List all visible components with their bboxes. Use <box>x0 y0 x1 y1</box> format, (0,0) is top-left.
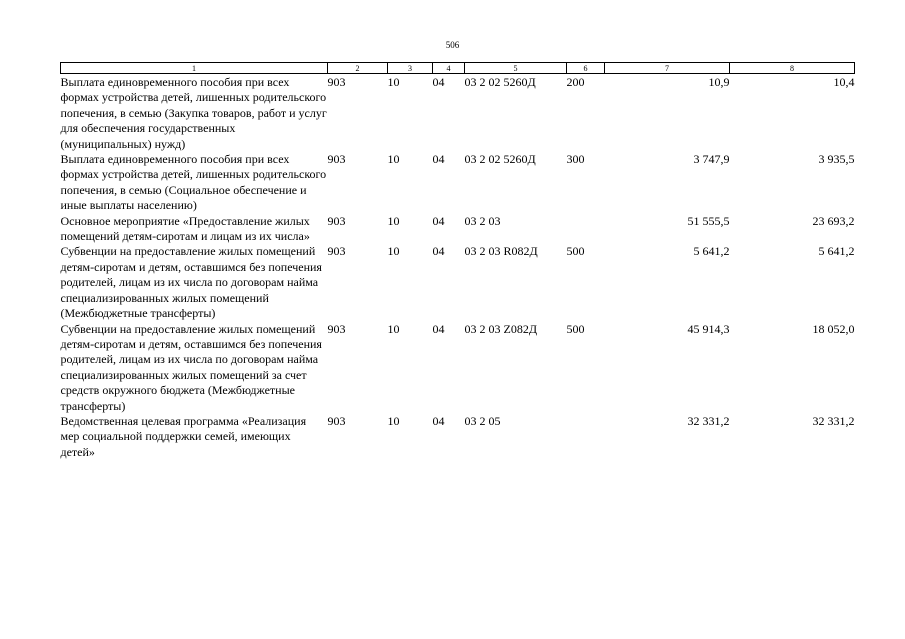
table-row <box>61 414 855 460</box>
row-name: Выплата единовременного пособия при всех формах устройства детей, лишенных родительского попечения, в семью (Закупка товаров, работ и услуг для обеспечения государственных (муниципальных) нужд) <box>60 75 327 151</box>
row-value1: 10,9 <box>708 75 730 89</box>
row-section: 10 <box>387 213 400 228</box>
row-ministry: 903 <box>327 413 346 428</box>
row-value2: 10,4 <box>833 75 855 89</box>
row-name: Выплата единовременного пособия при всех формах устройства детей, лишенных родительского попечения, в семью (Социальное обеспечение и иные выплаты населению) <box>60 152 327 213</box>
row-value1: 32 331,2 <box>687 413 730 428</box>
row-subsection: 04 <box>432 413 445 428</box>
row-subsection: 04 <box>432 213 445 228</box>
row-section: 10 <box>387 244 400 259</box>
row-target: 03 2 02 5260Д <box>464 152 536 167</box>
budget-table <box>60 62 855 460</box>
row-type: 500 <box>566 244 585 259</box>
column-header: 4 <box>433 63 465 74</box>
row-type <box>567 214 605 245</box>
row-section: 10 <box>387 413 400 428</box>
row-type: 200 <box>566 75 585 89</box>
row-value1: 5 641,2 <box>693 244 730 259</box>
row-target: 03 2 03 Z082Д <box>464 321 538 336</box>
row-ministry: 903 <box>327 75 346 89</box>
row-ministry: 903 <box>327 213 346 228</box>
row-subsection: 04 <box>432 75 445 89</box>
table-row <box>61 152 855 214</box>
row-value2: 32 331,2 <box>812 413 855 428</box>
row-value1: 45 914,3 <box>687 321 730 336</box>
row-value1: 51 555,5 <box>687 213 730 228</box>
row-section: 10 <box>387 152 400 167</box>
column-header: 7 <box>605 63 730 74</box>
row-name: Субвенции на предоставление жилых помещений детям-сиротам и детям, оставшимся без попечения родителей, лицам из их числа по договорам найма специализированных жилых помещений (Межбюджетные трансферты) <box>60 244 322 321</box>
page-number: 506 <box>445 40 460 50</box>
row-value1: 3 747,9 <box>693 152 730 167</box>
column-header: 5 <box>465 63 567 74</box>
table-header-row <box>61 63 855 74</box>
row-name: Основное мероприятие «Предоставление жилых помещений детям-сиротам и лицам из их числа» <box>60 213 310 244</box>
row-value2: 5 641,2 <box>818 244 855 259</box>
column-header: 8 <box>730 63 855 74</box>
table-row <box>61 214 855 245</box>
row-section: 10 <box>387 75 400 89</box>
row-value2: 3 935,5 <box>818 152 855 167</box>
row-name: Субвенции на предоставление жилых помещений детям-сиротам и детям, оставшимся без попечения родителей, лицам из их числа по договорам найма специализированных жилых помещений за счет средств окружного бюджета (Межбюджетные трансферты) <box>60 321 322 413</box>
column-header: 2 <box>328 63 388 74</box>
table-row <box>61 244 855 321</box>
row-subsection: 04 <box>432 321 445 336</box>
row-ministry: 903 <box>327 152 346 167</box>
row-type: 300 <box>566 152 585 167</box>
row-section: 10 <box>387 321 400 336</box>
row-type <box>567 414 605 460</box>
row-subsection: 04 <box>432 244 445 259</box>
column-header: 6 <box>567 63 605 74</box>
column-header: 1 <box>61 63 328 74</box>
row-target: 03 2 05 <box>464 413 501 428</box>
row-type: 500 <box>566 321 585 336</box>
row-target: 03 2 03 R082Д <box>464 244 538 259</box>
row-ministry: 903 <box>327 244 346 259</box>
row-ministry: 903 <box>327 321 346 336</box>
table-row <box>61 322 855 414</box>
row-name: Ведомственная целевая программа «Реализация мер социальной поддержки семей, имеющих детей» <box>60 413 307 459</box>
column-header: 3 <box>388 63 433 74</box>
row-target: 03 2 03 <box>464 213 501 228</box>
table-row <box>61 74 855 153</box>
row-value2: 18 052,0 <box>812 321 855 336</box>
row-value2: 23 693,2 <box>812 213 855 228</box>
row-target: 03 2 02 5260Д <box>464 75 536 89</box>
row-subsection: 04 <box>432 152 445 167</box>
